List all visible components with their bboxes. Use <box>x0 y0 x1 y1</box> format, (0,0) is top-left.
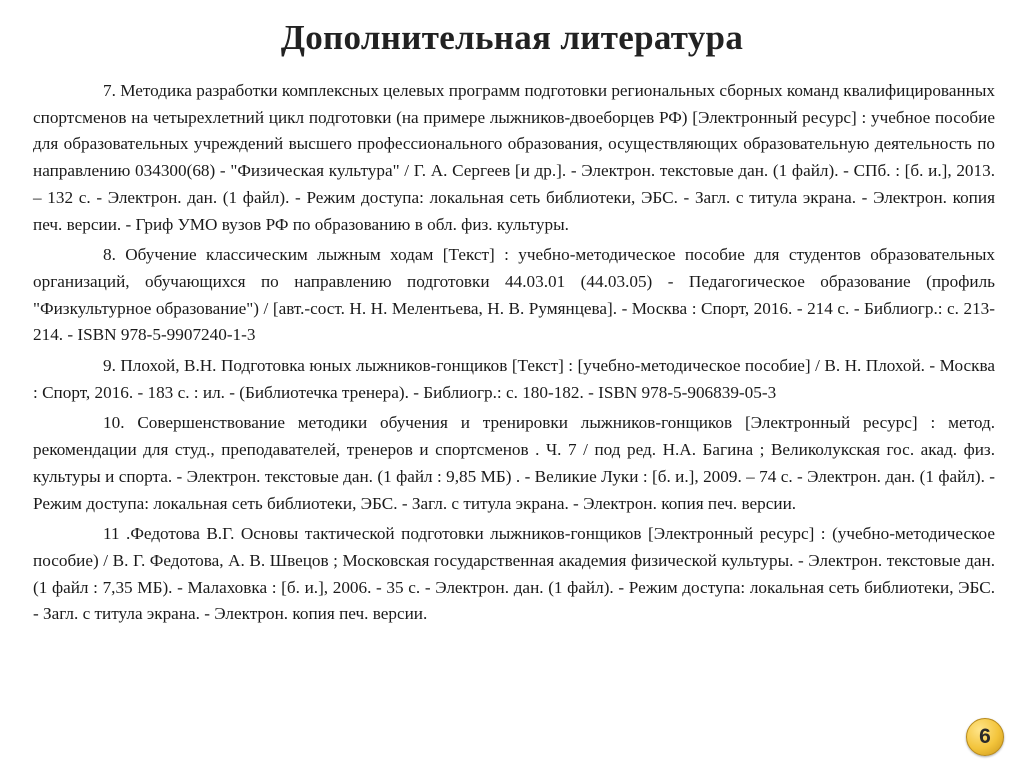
bibliography-entry-11: 11 .Федотова В.Г. Основы тактической подготовки лыжников-гонщиков [Электронный ресурс] : (учебно-методическое пособие) / В. Г. Федотова, А. В. Швецов ; Московская государственная академия физической культуры. - Электрон. текстовые дан. (1 файл : 7,35 МБ). - Малаховка : [б. и.], 2006. - 35 с. - Электрон. дан. (1 файл). - Режим доступа: локальная сеть библиотеки, ЭБС. - Загл. с титула экрана. - Электрон. копия печ. версии. <box>33 524 995 624</box>
slide-title: Дополнительная литература <box>280 18 744 57</box>
bibliography-entry-10: 10. Совершенствование методики обучения и тренировки лыжников-гонщиков [Электронный ресурс] : метод. рекомендации для студ., преподавателей, тренеров и спортсменов . Ч. 7 / под ред. Н.А. Багина ; Великолукская гос. акад. физ. культуры и спорта. - Электрон. текстовые дан. (1 файл : 9,85 МБ) . - Великие Луки : [б. и.], 2009. – 74 с. - Электрон. дан. (1 файл). - Режим доступа: локальная сеть библиотеки, ЭБС. - Загл. с титула экрана. - Электрон. копия печ. версии. <box>33 413 995 513</box>
bibliography-entry-9: 9. Плохой, В.Н. Подготовка юных лыжников-гонщиков [Текст] : [учебно-методическое пособие] / В. Н. Плохой. - Москва : Спорт, 2016. - 183 с. : ил. - (Библиотечка тренера). - Библиогр.: с. 180-182. - ISBN 978-5-906839-05-3 <box>33 356 995 402</box>
bibliography-list <box>33 78 995 632</box>
page-number: 6 <box>979 725 991 748</box>
bibliography-entry-8: 8. Обучение классическим лыжным ходам [Текст] : учебно-методическое пособие для студентов образовательных организаций, обучающихся по направлению подготовки 44.03.01 (44.03.05) - Педагогическое образование (профиль "Физкультурное образование") / [авт.-сост. Н. Н. Мелентьева, Н. В. Румянцева]. - Москва : Спорт, 2016. - 214 с. - Библиогр.: с. 213-214. - ISBN 978-5-9907240-1-3 <box>33 245 995 345</box>
bibliography-entry-7: 7. Методика разработки комплексных целевых программ подготовки региональных сборных команд квалифицированных спортсменов на четырехлетний цикл подготовки (на примере лыжников-двоеборцев РФ) [Электронный ресурс] : учебное пособие для образовательных учреждений высшего профессионального образования, осуществляющих образовательную деятельность по направлению 034300(68) - "Физическая культура" / Г. А. Сергеев [и др.]. - Электрон. текстовые дан. (1 файл). - СПб. : [б. и.], 2013. – 132 с. - Электрон. дан. (1 файл). - Режим доступа: локальная сеть библиотеки, ЭБС. - Загл. с титула экрана. - Электрон. копия печ. версии. - Гриф УМО вузов РФ по образованию в обл. физ. культуры. <box>33 81 995 234</box>
page-number-badge <box>966 718 1004 756</box>
